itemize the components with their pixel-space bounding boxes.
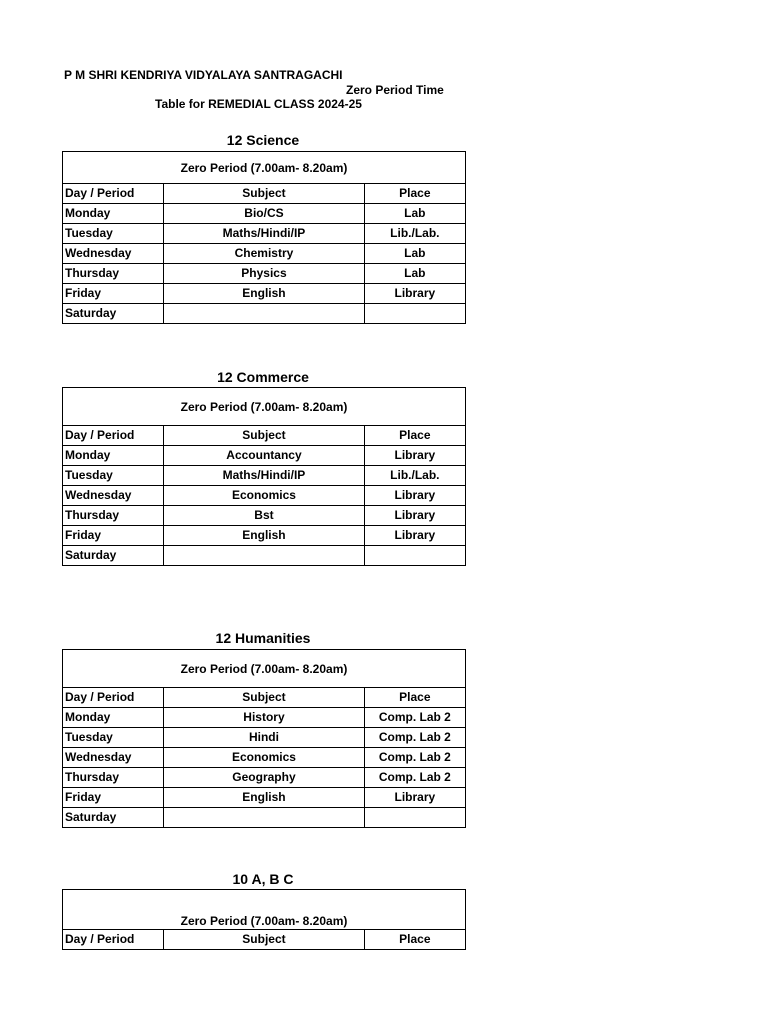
period-label: Zero Period (7.00am- 8.20am) [63, 890, 466, 930]
place-cell: Library [364, 526, 465, 546]
place-cell: Comp. Lab 2 [364, 748, 465, 768]
place-cell: Comp. Lab 2 [364, 708, 465, 728]
title-line-3: Table for REMEDIAL CLASS 2024-25 [155, 97, 362, 111]
subject-cell: Geography [164, 768, 364, 788]
table-row [63, 768, 466, 788]
table-row [63, 244, 466, 264]
day-cell: Wednesday [63, 244, 164, 264]
column-header: Place [364, 688, 465, 708]
table-row [63, 748, 466, 768]
table-row [63, 708, 466, 728]
place-cell: Library [364, 506, 465, 526]
column-header: Subject [164, 930, 364, 950]
place-cell: Lab [364, 204, 465, 224]
day-cell: Saturday [63, 304, 164, 324]
day-cell: Thursday [63, 768, 164, 788]
table-row [63, 224, 466, 244]
day-cell: Monday [63, 708, 164, 728]
place-cell: Library [364, 284, 465, 304]
day-cell: Tuesday [63, 466, 164, 486]
day-cell: Saturday [63, 546, 164, 566]
section-title-10-abc: 10 A, B C [232, 871, 294, 887]
column-header: Subject [164, 184, 364, 204]
column-header: Subject [164, 688, 364, 708]
period-header-row [63, 650, 466, 688]
period-header-row [63, 388, 466, 426]
day-cell: Thursday [63, 506, 164, 526]
timetable-10-abc [62, 889, 466, 950]
period-label: Zero Period (7.00am- 8.20am) [63, 650, 466, 688]
title-line-2: Zero Period Time [346, 83, 444, 97]
day-cell: Monday [63, 446, 164, 466]
table-row [63, 506, 466, 526]
column-header: Day / Period [63, 930, 164, 950]
place-cell: Lib./Lab. [364, 224, 465, 244]
period-label: Zero Period (7.00am- 8.20am) [63, 388, 466, 426]
table-row [63, 446, 466, 466]
column-header-row [63, 426, 466, 446]
day-cell: Friday [63, 526, 164, 546]
section-title-12-humanities: 12 Humanities [215, 630, 311, 646]
day-cell: Friday [63, 284, 164, 304]
subject-cell: Maths/Hindi/IP [164, 224, 364, 244]
day-cell: Saturday [63, 808, 164, 828]
subject-cell: Bio/CS [164, 204, 364, 224]
subject-cell: Hindi [164, 728, 364, 748]
column-header: Place [364, 184, 465, 204]
table-row [63, 486, 466, 506]
column-header: Day / Period [63, 184, 164, 204]
table-row [63, 546, 466, 566]
timetable-12-commerce [62, 387, 466, 566]
column-header: Day / Period [63, 426, 164, 446]
day-cell: Wednesday [63, 748, 164, 768]
subject-cell: English [164, 526, 364, 546]
column-header-row [63, 184, 466, 204]
section-title-12-science: 12 Science [226, 132, 300, 148]
table-row [63, 304, 466, 324]
table-row [63, 466, 466, 486]
day-cell: Tuesday [63, 728, 164, 748]
table-row [63, 788, 466, 808]
day-cell: Thursday [63, 264, 164, 284]
place-cell: Comp. Lab 2 [364, 728, 465, 748]
column-header: Place [364, 930, 465, 950]
timetable-12-humanities [62, 649, 466, 828]
column-header: Day / Period [63, 688, 164, 708]
subject-cell: Maths/Hindi/IP [164, 466, 364, 486]
subject-cell: Economics [164, 486, 364, 506]
column-header: Subject [164, 426, 364, 446]
place-cell: Lab [364, 244, 465, 264]
subject-cell: Chemistry [164, 244, 364, 264]
table-row [63, 284, 466, 304]
place-cell: Comp. Lab 2 [364, 768, 465, 788]
subject-cell: Accountancy [164, 446, 364, 466]
subject-cell [164, 546, 364, 566]
day-cell: Wednesday [63, 486, 164, 506]
subject-cell: Bst [164, 506, 364, 526]
period-label: Zero Period (7.00am- 8.20am) [63, 152, 466, 184]
place-cell: Lab [364, 264, 465, 284]
subject-cell [164, 304, 364, 324]
subject-cell [164, 808, 364, 828]
timetable-12-science [62, 151, 466, 324]
column-header: Place [364, 426, 465, 446]
subject-cell: History [164, 708, 364, 728]
day-cell: Monday [63, 204, 164, 224]
subject-cell: English [164, 284, 364, 304]
day-cell: Tuesday [63, 224, 164, 244]
place-cell: Library [364, 486, 465, 506]
subject-cell: Physics [164, 264, 364, 284]
place-cell: Library [364, 788, 465, 808]
table-row [63, 526, 466, 546]
period-header-row [63, 890, 466, 930]
table-row [63, 808, 466, 828]
period-header-row [63, 152, 466, 184]
section-title-12-commerce: 12 Commerce [217, 369, 309, 385]
table-row [63, 204, 466, 224]
table-row [63, 728, 466, 748]
place-cell [364, 304, 465, 324]
column-header-row [63, 930, 466, 950]
place-cell: Lib./Lab. [364, 466, 465, 486]
place-cell [364, 546, 465, 566]
subject-cell: Economics [164, 748, 364, 768]
column-header-row [63, 688, 466, 708]
place-cell: Library [364, 446, 465, 466]
place-cell [364, 808, 465, 828]
table-row [63, 264, 466, 284]
subject-cell: English [164, 788, 364, 808]
school-name: P M SHRI KENDRIYA VIDYALAYA SANTRAGACHI [64, 68, 343, 82]
day-cell: Friday [63, 788, 164, 808]
